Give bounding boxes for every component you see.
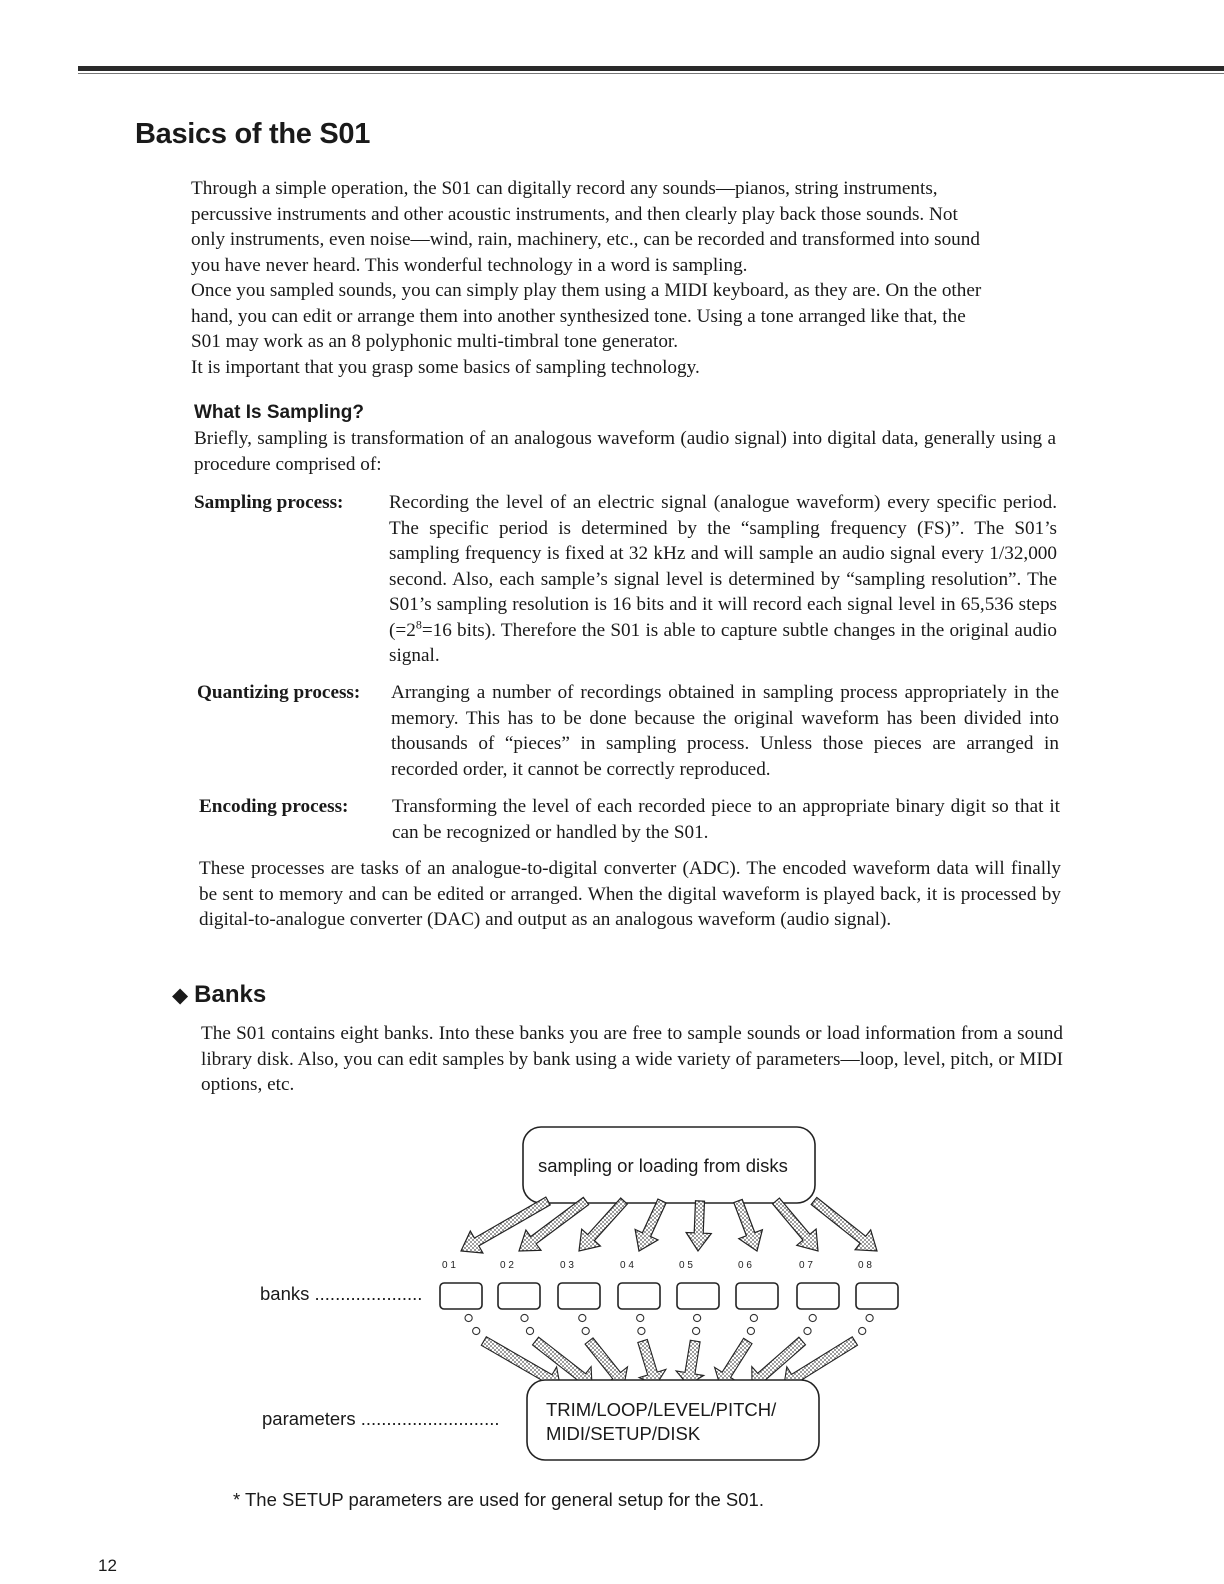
bank-box — [498, 1283, 540, 1309]
connector-circle — [465, 1314, 472, 1321]
arrow-down — [686, 1201, 711, 1251]
section-heading-banks — [172, 981, 266, 1009]
parameters-label: parameters ........................... — [262, 1408, 500, 1429]
intro-line: you have never heard. This wonderful technology in a word is sampling. — [191, 254, 748, 276]
definition-sampling-process — [389, 490, 1057, 669]
intro-line: hand, you can edit or arrange them into another synthesized tone. Using a tone arranged like that, the — [191, 305, 966, 327]
definition-quantizing-process: Arranging a number of recordings obtained in sampling process appropriately in the memory. This has to be done because the original waveform has been divided into thousands of “pieces” in sampling process. Unless those pieces are arranged in recorded order, it cannot be correctly reproduced. — [391, 682, 1059, 780]
bank-box — [797, 1283, 839, 1309]
bank-boxes — [440, 1283, 898, 1309]
page-number: 12 — [98, 1556, 117, 1575]
arrow-down — [734, 1199, 763, 1251]
top-rule-thin — [78, 73, 1224, 74]
bank-box — [677, 1283, 719, 1309]
footnote: * The SETUP parameters are used for general setup for the S01. — [233, 1489, 764, 1510]
arrow-up — [638, 1340, 666, 1386]
bank-number: 0 8 — [858, 1260, 872, 1271]
definition-encoding-process: Transforming the level of each recorded piece to an appropriate binary digit so that it can be recognized or handled by the S01. — [392, 796, 1060, 843]
sampling-intro: Briefly, sampling is transformation of an analogous waveform (audio signal) into digital data, generally using a procedure comprised of: — [194, 428, 1056, 475]
bank-number: 0 5 — [679, 1260, 693, 1271]
connector-circle — [473, 1327, 480, 1334]
top-rule — [78, 66, 1224, 71]
connector-circle — [859, 1327, 866, 1334]
bank-number: 0 1 — [442, 1260, 456, 1271]
term-sampling-process: Sampling process: — [194, 492, 344, 513]
sampling-conclusion: These processes are tasks of an analogue-to-digital converter (ADC). The encoded waveform data will finally be sent to memory and can be edited or arranged. When the digital waveform is played back, it is processed by digital-to-analogue converter (DAC) and output as an analogous waveform (audio signal). — [199, 858, 1061, 930]
source-box-label: sampling or loading from disks — [538, 1155, 788, 1176]
bank-number: 0 3 — [560, 1260, 574, 1271]
bank-number: 0 2 — [500, 1260, 514, 1271]
parameters-line: MIDI/SETUP/DISK — [546, 1423, 701, 1444]
connector-circle — [526, 1327, 533, 1334]
intro-line: It is important that you grasp some basics of sampling technology. — [191, 356, 700, 378]
intro-line: only instruments, even noise—wind, rain, machinery, etc., can be recorded and transformed into sound — [191, 229, 980, 250]
connector-circle — [637, 1314, 644, 1321]
arrow-down — [773, 1198, 818, 1251]
bank-box — [618, 1283, 660, 1309]
connector-circle — [809, 1314, 816, 1321]
arrow-down — [811, 1198, 877, 1252]
page-title: Basics of the S01 — [135, 118, 371, 150]
intro-line: Through a simple operation, the S01 can digitally record any sounds—pianos, string instruments, — [191, 178, 938, 199]
connector-circle — [693, 1327, 700, 1334]
bank-number: 0 7 — [799, 1260, 813, 1271]
definition-text: Recording the level of an electric signal (analogue waveform) every specific period. The specific period is determined by the “sampling frequency (FS)”. The S01’s sampling frequency is fixed at 32 kHz and will sample an audio signal every 1/32,000 second. Also, each sample’s signal level is determined by “sampling resolution”. The S01’s sampling resolution is 16 bits and it will record each signal level in 65,536 steps (=2 — [389, 492, 1057, 641]
connector-circle — [638, 1327, 645, 1334]
arrow-up — [715, 1338, 752, 1385]
definition-text: =16 bits). Therefore the S01 is able to capture subtle changes in the original audio signal. — [389, 619, 1057, 666]
term-encoding-process: Encoding process: — [199, 796, 349, 817]
intro-line: S01 may work as an 8 polyphonic multi-timbral tone generator. — [191, 331, 679, 352]
connector-circle — [750, 1314, 757, 1321]
connector-circle — [804, 1327, 811, 1334]
connector-circle — [521, 1314, 528, 1321]
banks-label: banks ..................... — [260, 1283, 423, 1304]
parameters-line: TRIM/LOOP/LEVEL/PITCH/ — [546, 1399, 777, 1420]
parameters-box-label — [546, 1398, 776, 1446]
banks-paragraph: The S01 contains eight banks. Into these banks you are free to sample sounds or load information from a sound library disk. Also, you can edit samples by bank using a wide variety of parameters—loop, level, pitch, or MIDI options, etc. — [201, 1023, 1063, 1095]
connector-circle — [694, 1314, 701, 1321]
bank-number-labels — [442, 1260, 872, 1271]
arrow-up — [676, 1340, 704, 1385]
bank-connector-circles — [465, 1314, 873, 1334]
diamond-bullet-icon: ◆ — [172, 984, 189, 1007]
arrows-to-banks — [461, 1197, 877, 1253]
arrow-down — [635, 1199, 666, 1251]
arrow-down — [519, 1197, 589, 1251]
intro-line: Once you sampled sounds, you can simply play them using a MIDI keyboard, as they are. On the other — [191, 280, 982, 301]
connector-circle — [866, 1314, 873, 1321]
bank-number: 0 6 — [738, 1260, 752, 1271]
term-quantizing-process: Quantizing process: — [197, 682, 361, 703]
connector-circle — [747, 1327, 754, 1334]
intro-paragraph — [191, 176, 1053, 380]
bank-box — [736, 1283, 778, 1309]
connector-circle — [579, 1314, 586, 1321]
bank-box — [440, 1283, 482, 1309]
bank-box — [856, 1283, 898, 1309]
connector-circle — [582, 1327, 589, 1334]
bank-box — [558, 1283, 600, 1309]
banks-heading-text: Banks — [194, 981, 267, 1008]
intro-line: percussive instruments and other acoustic instruments, and then clearly play back those sounds. Not — [191, 203, 958, 225]
exponent: 8 — [415, 617, 422, 632]
section-heading-sampling: What Is Sampling? — [194, 402, 364, 423]
bank-number: 0 4 — [620, 1260, 634, 1271]
